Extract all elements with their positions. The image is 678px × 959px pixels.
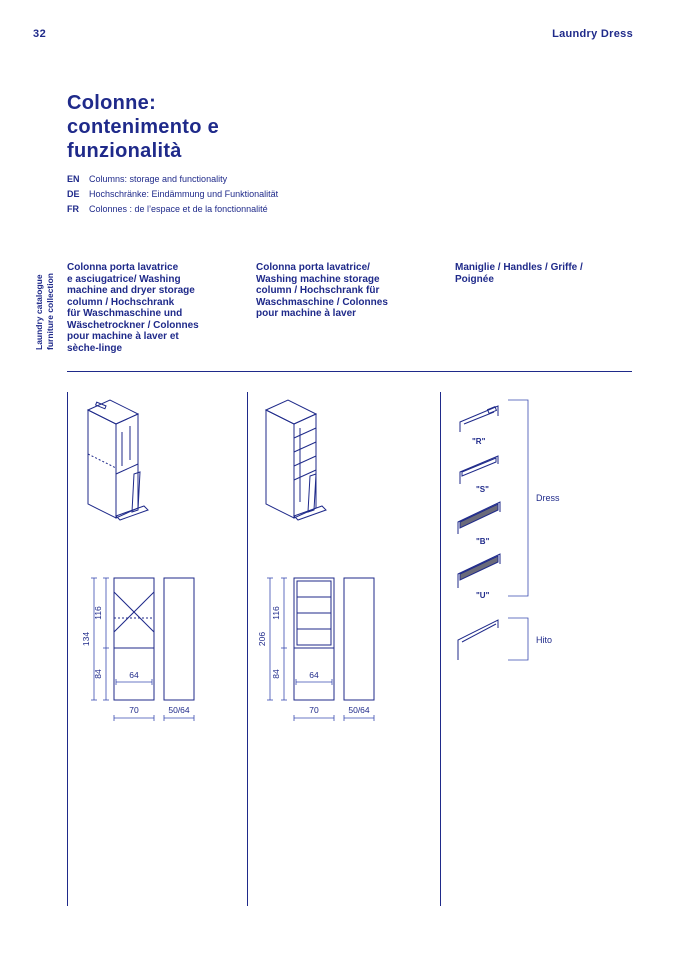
dim-total-height: 206 xyxy=(257,631,267,647)
side-label xyxy=(34,240,56,350)
translation-de xyxy=(67,187,278,202)
handle-b-label: "B" xyxy=(476,537,490,546)
column-divider xyxy=(440,392,441,906)
handle-u-label: "U" xyxy=(476,591,490,600)
side-label-line: furniture collection xyxy=(45,273,55,350)
handle-b-icon xyxy=(458,502,500,534)
handle-s-icon xyxy=(460,456,498,484)
page-number: 32 xyxy=(33,28,47,40)
dim-inner-width: 64 xyxy=(129,670,139,680)
heading-line: e asciugatrice/ Washing xyxy=(67,273,181,285)
dim-width: 70 xyxy=(309,705,319,715)
dim-lower-height: 84 xyxy=(271,669,281,679)
dim-total-height: 134 xyxy=(81,631,91,647)
column-heading-handles xyxy=(455,262,635,285)
lang-code: FR xyxy=(67,204,79,214)
lang-text: Colonnes : de l’espace et de la fonctionnalité xyxy=(89,204,268,214)
translations-list xyxy=(67,172,278,217)
handles-drawing xyxy=(450,392,640,672)
dim-width: 70 xyxy=(129,705,139,715)
heading-line: sèche-linge xyxy=(67,342,123,354)
dim-inner-width: 64 xyxy=(309,670,319,680)
dim-lower-height: 84 xyxy=(93,669,103,679)
dim-depth: 50/64 xyxy=(348,705,370,715)
section-title: Laundry Dress xyxy=(552,28,633,40)
handle-hito-icon xyxy=(458,620,498,660)
title-line: Colonne: xyxy=(67,92,157,114)
dim-upper-height: 116 xyxy=(93,606,103,620)
heading-line: column / Hochschrank für xyxy=(256,285,380,296)
side-elevation xyxy=(164,578,194,700)
lang-text: Hochschränke: Eindämmung und Funktionalität xyxy=(89,189,279,199)
side-elevation xyxy=(344,578,374,700)
title-line: contenimento e xyxy=(67,116,219,138)
heading-line: für Waschmaschine und xyxy=(67,308,183,319)
handle-r-label: "R" xyxy=(472,437,486,446)
lang-code: EN xyxy=(67,174,80,184)
column-heading-washer xyxy=(256,262,431,320)
translation-en xyxy=(67,172,278,187)
heading-line: pour machine à laver et xyxy=(67,331,179,342)
lang-code: DE xyxy=(67,189,80,199)
handle-u-icon xyxy=(458,554,500,588)
handle-s-label: "S" xyxy=(476,485,489,494)
group-label-hito: Hito xyxy=(536,635,553,645)
washer-dryer-column-drawing xyxy=(70,392,246,732)
dim-upper-height: 116 xyxy=(271,606,281,620)
heading-line: Waschmaschine / Colonnes xyxy=(256,296,388,308)
column-divider xyxy=(247,392,248,906)
heading-line: Wäschetrockner / Colonnes xyxy=(67,319,199,331)
lang-text: Columns: storage and functionality xyxy=(89,174,228,184)
heading-line: Colonna porta lavatrice xyxy=(67,262,179,273)
iso-cabinet-icon xyxy=(266,400,326,520)
heading-line: Colonna porta lavatrice/ xyxy=(256,262,370,273)
dim-depth: 50/64 xyxy=(168,705,190,715)
heading-line: Washing machine storage xyxy=(256,273,380,285)
washer-column-drawing xyxy=(250,392,436,732)
column-heading-washer-dryer xyxy=(67,262,242,354)
heading-line: Maniglie / Handles / Griffe / xyxy=(455,262,583,273)
column-divider xyxy=(67,392,68,906)
handle-r-icon xyxy=(460,406,498,432)
page-title xyxy=(67,91,219,163)
group-label-dress: Dress xyxy=(536,493,560,503)
heading-line: column / Hochschrank xyxy=(67,296,175,308)
side-label-line: Laundry catalogue xyxy=(34,274,44,350)
translation-fr xyxy=(67,202,278,217)
horizontal-rule xyxy=(67,371,632,372)
iso-cabinet-icon xyxy=(88,400,148,520)
heading-line: machine and dryer storage xyxy=(67,285,195,296)
heading-line: pour machine à laver xyxy=(256,308,357,319)
group-brackets xyxy=(508,400,528,660)
title-line: funzionalità xyxy=(67,140,182,162)
heading-line: Poignée xyxy=(455,273,494,285)
